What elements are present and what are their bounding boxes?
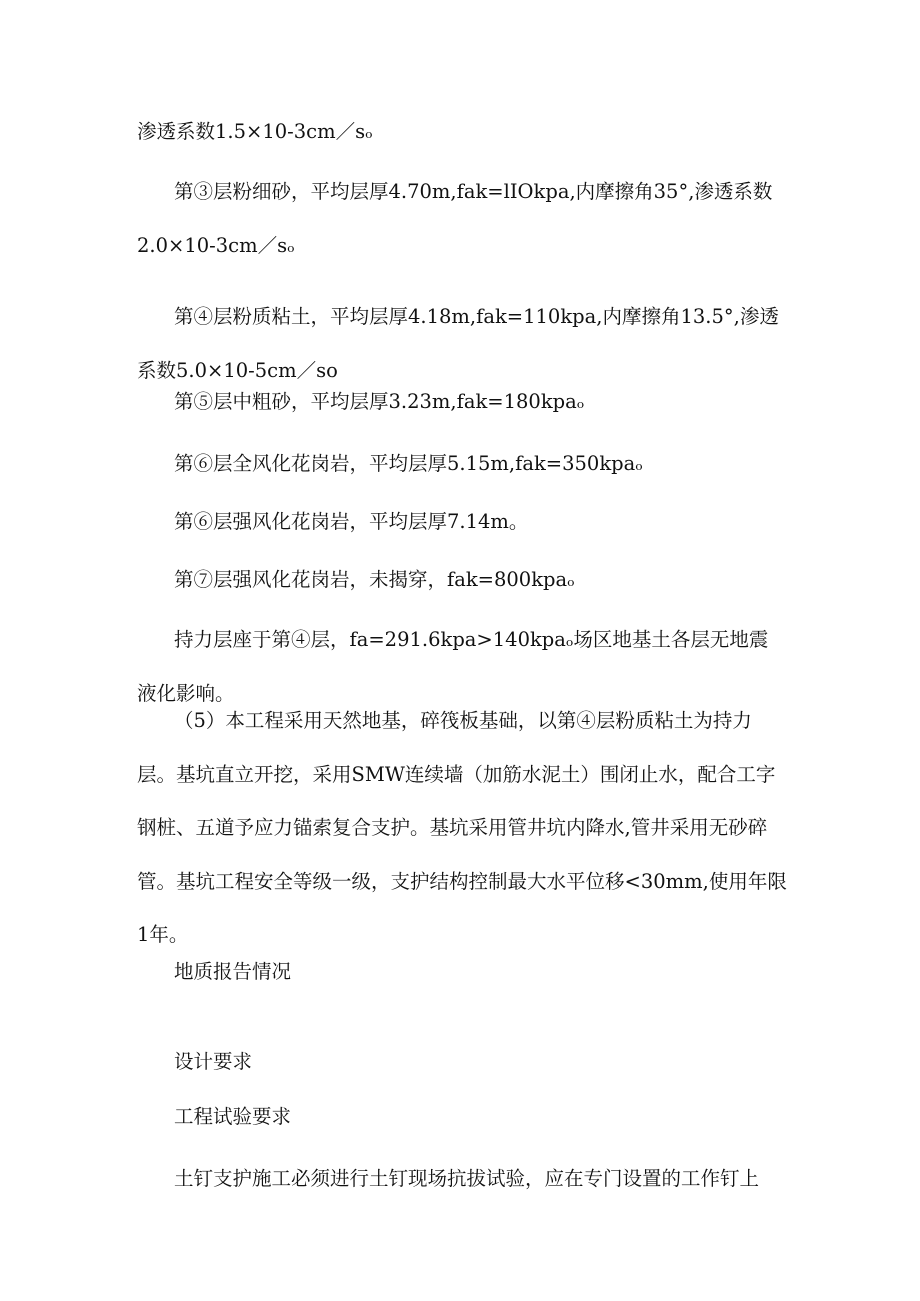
paragraph-layer3-fine-sand: 第③层粉细砂，平均层厚4.70m,fak=lIOkpa,内摩擦角35°,渗透系数2.0×10-3cm／sₒ <box>137 180 773 257</box>
paragraph-layer5-coarse-sand: 第⑤层中粗砂，平均层厚3.23m,fak=180kpaₒ <box>174 390 585 413</box>
heading-design-requirements: 设计要求 <box>174 1050 253 1073</box>
heading-geological-report: 地质报告情况 <box>174 960 292 983</box>
paragraph-soil-nail-test: 土钉支护施工必须进行土钉现场抗拔试验，应在专门设置的工作钉上 <box>174 1167 760 1190</box>
paragraph-foundation-design: （5）本工程采用天然地基，碎筏板基础，以第④层粉质粘土为持力层。基坑直立开挖，采用SMW连续墙（加筋水泥土）围闭止水，配合工字钢桩、五道予应力锚索复合支护。基坑采用管井坑内降水,管井采用无砂碎管。基坑工程安全等级一级，支护结构控制最大水平位移<30mm,使用年限1年。 <box>137 709 787 946</box>
paragraph-bearing-layer: 持力层座于第④层，fa=291.6kpa>140kpaₒ场区地基土各层无地震液化影响。 <box>137 628 769 705</box>
paragraph-layer6-weathered-granite: 第⑥层全风化花岗岩，平均层厚5.15m,fak=350kpaₒ <box>174 452 643 475</box>
heading-test-requirements: 工程试验要求 <box>174 1105 292 1128</box>
paragraph-layer7-strong-weathered-granite: 第⑦层强风化花岗岩，未揭穿，fak=800kpaₒ <box>174 568 575 591</box>
paragraph-layer6-strong-weathered-granite: 第⑥层强风化花岗岩，平均层厚7.14m。 <box>174 510 529 533</box>
paragraph-permeability-layer2: 渗透系数1.5×10-3cm／sₒ <box>137 120 373 143</box>
paragraph-layer4-silty-clay: 第④层粉质粘土，平均层厚4.18m,fak=110kpa,内摩擦角13.5°,渗透系数5.0×10-5cm／so <box>137 305 779 382</box>
